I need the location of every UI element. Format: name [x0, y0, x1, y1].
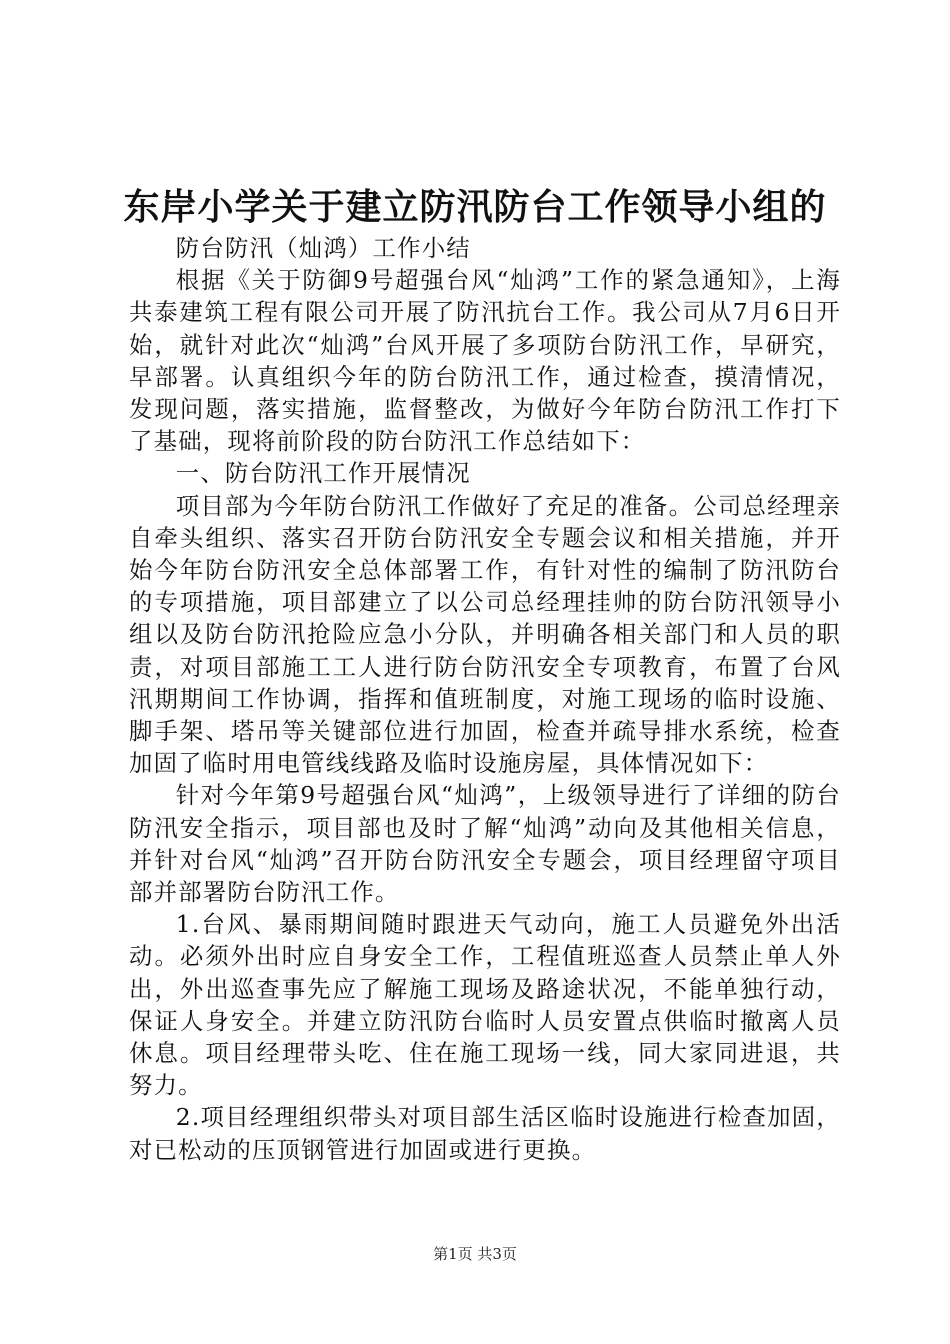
paragraph-intro: 根据《关于防御9号超强台风“灿鸿”工作的紧急通知》，上海共泰建筑工程有限公司开展了防汛抗台工作。我公司从7月6日开始，就针对此次“灿鸿”台风开展了多项防台防汛工作，早研究，早部署。认真组织今年的防台防汛工作，通过检查，摸清情况，发现问题，落实措施，监督整改，为做好今年防台防汛工作打下了基础，现将前阶段的防台防汛工作总结如下：	[129, 266, 841, 456]
document-body	[129, 232, 841, 1166]
paragraph-subtitle: 防台防汛（灿鸿）工作小结	[175, 234, 471, 262]
list-item-1: 1.台风、暴雨期间随时跟进天气动向，施工人员避免外出活动。必须外出时应自身安全工作，工程值班巡查人员禁止单人外出，外出巡查事先应了解施工现场及路途状况，不能单独行动，保证人身安全。并建立防汛防台临时人员安置点供临时撤离人员休息。项目经理带头吃、住在施工现场一线，同大家同进退，共努力。	[129, 910, 841, 1100]
paragraph-typhoon-response: 针对今年第9号超强台风“灿鸿”，上级领导进行了详细的防台防汛安全指示，项目部也及时了解“灿鸿”动向及其他相关信息，并针对台风“灿鸿”召开防台防汛安全专题会，项目经理留守项目部并部署防台防汛工作。	[129, 781, 841, 907]
section-heading: 一、防台防汛工作开展情况	[175, 459, 471, 488]
paragraph-preparation: 项目部为今年防台防汛工作做好了充足的准备。公司总经理亲自牵头组织、落实召开防台防汛安全专题会议和相关措施，并开始今年防台防汛安全总体部署工作，有针对性的编制了防汛防台的专项措施，项目部建立了以公司总经理挂帅的防台防汛领导小组以及防台防汛抢险应急小分队，并明确各相关部门和人员的职责，对项目部施工工人进行防台防汛安全专项教育，布置了台风汛期期间工作协调，指挥和值班制度，对施工现场的临时设施、脚手架、塔吊等关键部位进行加固，检查并疏导排水系统，检查加固了临时用电管线线路及临时设施房屋，具体情况如下：	[129, 491, 841, 778]
document-title: 东岸小学关于建立防汛防台工作领导小组的	[123, 186, 827, 228]
list-item-2: 2.项目经理组织带头对项目部生活区临时设施进行检查加固，对已松动的压顶钢管进行加固或进行更换。	[129, 1103, 841, 1164]
page-footer: 第1页 共3页	[433, 1245, 517, 1263]
